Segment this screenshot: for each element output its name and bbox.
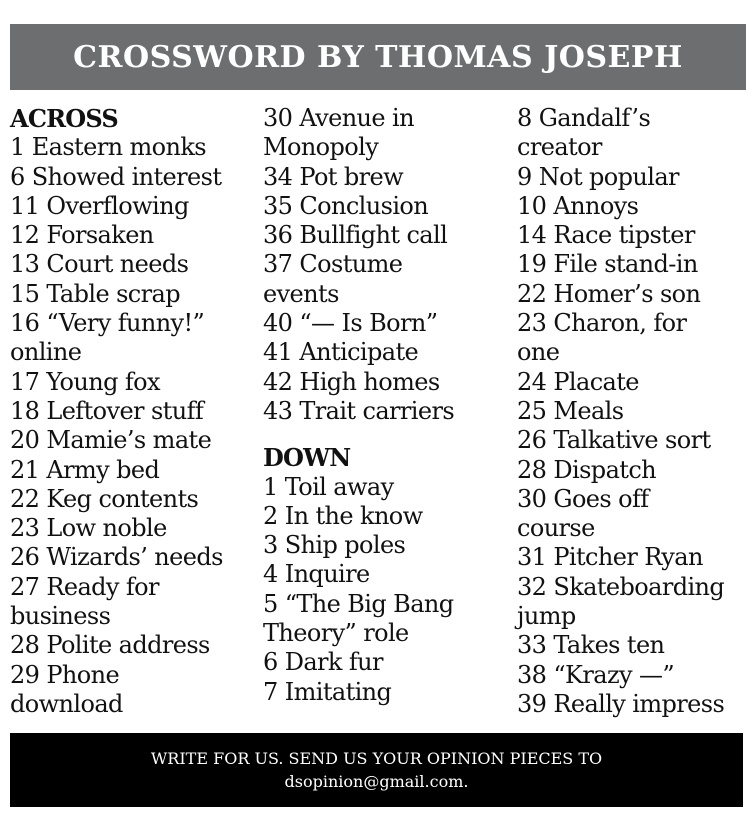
clue-line: course (517, 514, 595, 543)
clue-line: business (10, 602, 111, 631)
clue-line: 10 Annoys (517, 191, 639, 220)
clue-line: events (263, 279, 339, 308)
clue-line: 25 Meals (517, 396, 624, 425)
clue-line: 6 Showed interest (10, 162, 222, 191)
clue-line: 12 Forsaken (10, 221, 154, 250)
page-title: CROSSWORD BY THOMAS JOSEPH (73, 39, 683, 75)
clue-line: 4 Inquire (263, 560, 370, 589)
clue-line: 15 Table scrap (10, 279, 180, 308)
clue-line: Theory” role (263, 619, 409, 648)
clue-line: 31 Pitcher Ryan (517, 543, 703, 572)
clue-line: 9 Not popular (517, 162, 679, 191)
clue-line: creator (517, 133, 602, 162)
clue-line: one (517, 338, 560, 367)
clue-column-3 (517, 104, 756, 719)
clue-line: 36 Bullfight call (263, 221, 448, 250)
clue-column-2 (263, 104, 511, 707)
clue-line: 1 Eastern monks (10, 133, 206, 162)
clue-line: 39 Really impress (517, 689, 725, 718)
clue-line: 30 Avenue in (263, 104, 414, 132)
clue-line: 43 Trait carriers (263, 396, 455, 425)
clue-line: 17 Young fox (10, 367, 160, 396)
clue-line: 16 “Very funny!” (10, 309, 205, 338)
section-heading: ACROSS (10, 104, 118, 133)
clue-line: 32 Skateboarding (517, 572, 725, 601)
footer-line-1: WRITE FOR US. SEND US YOUR OPINION PIECES TO (150, 749, 603, 768)
clue-line: 37 Costume (263, 250, 403, 279)
clue-line: 1 Toil away (263, 472, 394, 501)
clue-line: 34 Pot brew (263, 162, 404, 191)
clue-line: online (10, 338, 82, 367)
clue-line: 30 Goes off (517, 484, 649, 513)
clue-line: 19 File stand-in (517, 250, 698, 279)
submission-footer (10, 733, 743, 807)
clue-line: 27 Ready for (10, 572, 159, 601)
clue-column-1 (10, 104, 258, 719)
footer-email-line: dsopinion@gmail.com. (284, 772, 469, 791)
clue-line: 26 Wizards’ needs (10, 543, 223, 572)
crossword-header (10, 24, 746, 90)
clue-line: 22 Homer’s son (517, 279, 701, 308)
clue-line: 22 Keg contents (10, 484, 199, 513)
clue-line: Monopoly (263, 133, 379, 162)
clue-line: 7 Imitating (263, 677, 392, 706)
clue-line: 26 Talkative sort (517, 426, 711, 455)
clue-line: 14 Race tipster (517, 221, 695, 250)
section-gap (263, 426, 511, 443)
clue-line: 6 Dark fur (263, 648, 383, 677)
clue-line: 29 Phone (10, 660, 120, 689)
clue-line: download (10, 689, 123, 718)
clue-line: 8 Gandalf’s (517, 104, 651, 132)
clue-line: 20 Mamie’s mate (10, 426, 212, 455)
clue-line: 35 Conclusion (263, 191, 429, 220)
section-heading: DOWN (263, 443, 351, 473)
clue-line: 11 Overflowing (10, 191, 189, 220)
clue-line: 33 Takes ten (517, 631, 665, 660)
clue-line: 28 Polite address (10, 631, 210, 660)
clue-line: 24 Placate (517, 367, 639, 396)
clue-line: 28 Dispatch (517, 455, 657, 484)
clue-line: 18 Leftover stuff (10, 396, 204, 425)
clue-line: 2 In the know (263, 501, 423, 530)
clue-line: jump (517, 602, 576, 631)
clue-line: 5 “The Big Bang (263, 589, 454, 618)
clue-line: 41 Anticipate (263, 338, 419, 367)
clue-line: 3 Ship poles (263, 531, 406, 560)
clue-line: 21 Army bed (10, 455, 160, 484)
clue-line: 23 Charon, for (517, 309, 687, 338)
clue-line: 23 Low noble (10, 514, 167, 543)
clue-line: 13 Court needs (10, 250, 189, 279)
clue-line: 38 “Krazy —” (517, 660, 675, 689)
clue-line: 40 “— Is Born” (263, 309, 438, 338)
clue-line: 42 High homes (263, 367, 440, 396)
